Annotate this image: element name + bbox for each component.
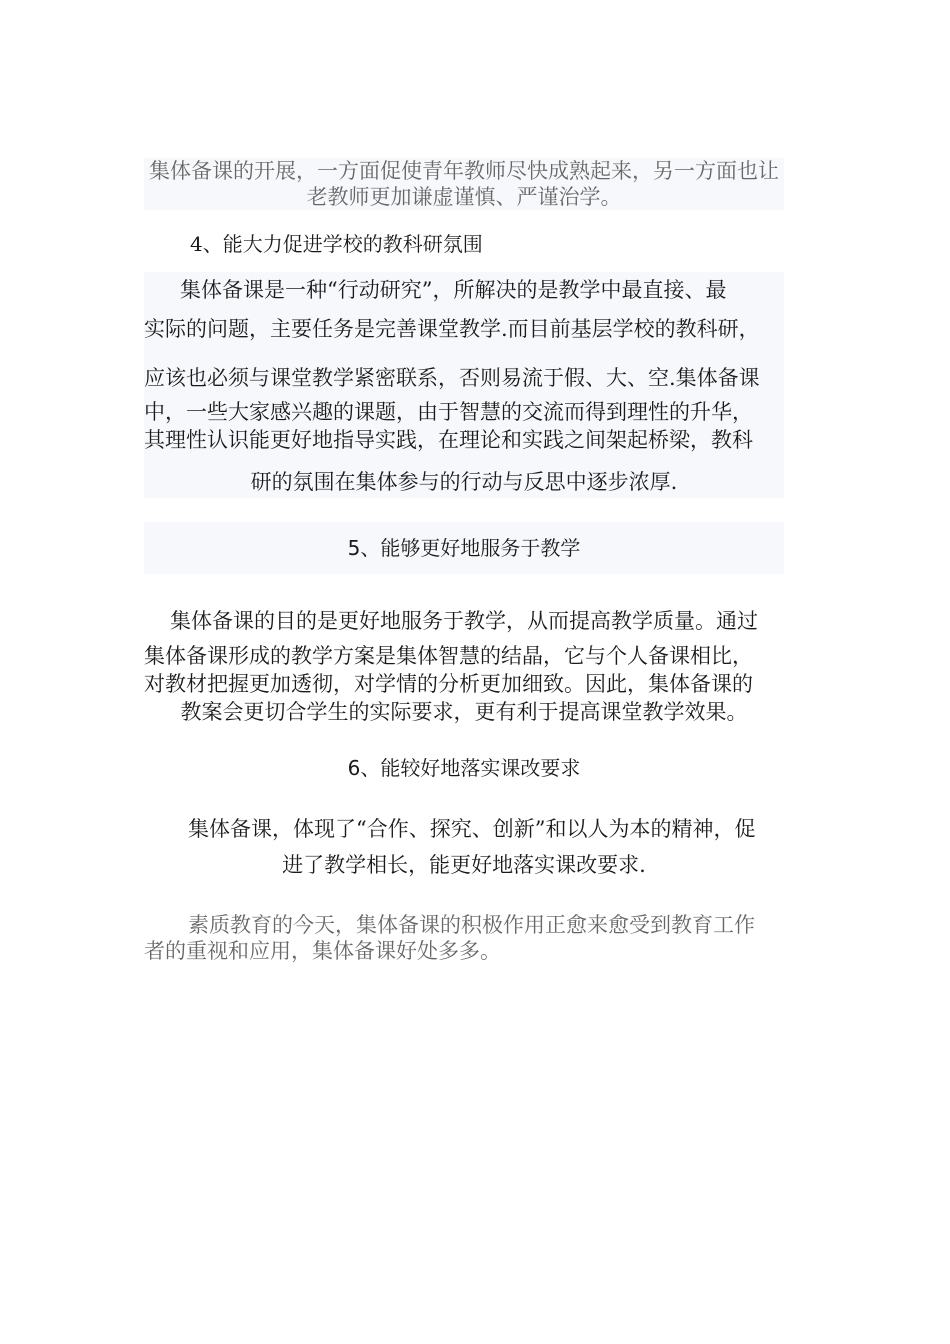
paragraph-line: 对教材把握更加透彻，对学情的分析更加细致。因此，集体备课的 [144,672,753,696]
paragraph-line: 中，一些大家感兴趣的课题，由于智慧的交流而得到理性的升华， [144,400,753,424]
paragraph-line: 集体备课，体现了“合作、探究、创新”和以人为本的精神，促 [188,817,756,841]
section-6-paragraph [144,812,784,882]
paragraph-line: 集体备课形成的教学方案是集体智慧的结晶，它与个人备课相比， [144,644,753,668]
intro-paragraph: 集体备课的开展，一方面促使青年教师尽快成熟起来，另一方面也让老教师更加谦虚谨慎、严谨治学。 [144,158,784,210]
section-heading-4: 4、能大力促进学校的教科研氛围 [190,232,483,256]
paragraph-line: 实际的问题，主要任务是完善课堂教学.而目前基层学校的教科研， [144,317,760,341]
paragraph-line: 素质教育的今天，集体备课的积极作用正愈来愈受到教育工作 [188,913,755,937]
conclusion-paragraph [144,912,784,964]
section-heading-6: 6、能较好地落实课改要求 [347,756,581,780]
paragraph-line: 集体备课是一种“行动研究”，所解决的是教学中最直接、最 [180,278,727,302]
paragraph-line: 研的氛围在集体参与的行动与反思中逐步浓厚. [250,470,678,494]
paragraph-line: 进了教学相长，能更好地落实课改要求. [282,853,646,877]
section-heading-5: 5、能够更好地服务于教学 [144,522,784,574]
paragraph-line: 应该也必须与课堂教学紧密联系，否则易流于假、大、空.集体备课 [144,366,760,390]
section-4-paragraph [144,272,784,498]
paragraph-line: 集体备课的目的是更好地服务于教学，从而提高教学质量。通过 [170,609,758,633]
paragraph-line: 者的重视和应用，集体备课好处多多。 [144,939,501,963]
paragraph-line: 其理性认识能更好地指导实践，在理论和实践之间架起桥梁，教科 [144,428,753,452]
paragraph-line: 教案会更切合学生的实际要求，更有利于提高课堂教学效果。 [180,700,748,724]
section-5-paragraph [144,604,784,726]
